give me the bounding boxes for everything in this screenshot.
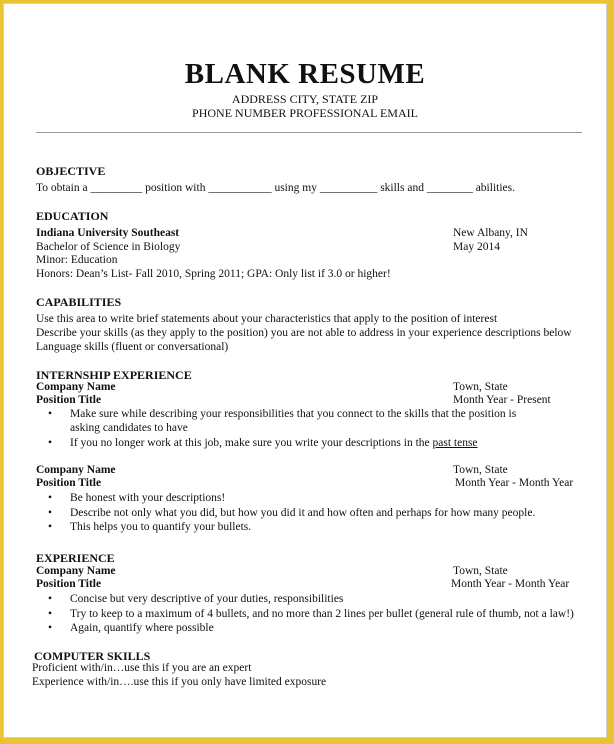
- capabilities-line: Use this area to write brief statements about your characteristics that apply to the position of interest: [36, 313, 498, 325]
- bullet-text: Be honest with your descriptions!: [70, 492, 226, 504]
- computer-skills-line: Experience with/in….use this if you only have limited exposure: [32, 676, 327, 688]
- bullet-text: Again, quantify where possible: [70, 622, 214, 634]
- capabilities-heading: CAPABILITIES: [36, 295, 122, 309]
- education-heading: EDUCATION: [36, 209, 109, 223]
- experience-company: Company Name: [36, 565, 116, 577]
- experience-position: Position Title: [36, 578, 102, 590]
- contact-line: PHONE NUMBER PROFESSIONAL EMAIL: [192, 106, 418, 120]
- experience-dates: Month Year - Month Year: [451, 578, 570, 590]
- experience-heading: EXPERIENCE: [36, 551, 115, 565]
- bullet-icon: •: [48, 437, 53, 449]
- internship-position: Position Title: [36, 477, 102, 489]
- education-degree: Bachelor of Science in Biology: [36, 241, 181, 253]
- resume-title: BLANK RESUME: [184, 58, 426, 90]
- bullet-text: This helps you to quantify your bullets.: [70, 521, 252, 533]
- bullet-icon: •: [48, 521, 53, 533]
- capabilities-line: Language skills (fluent or conversational): [36, 341, 229, 353]
- bullet-text: Describe not only what you did, but how you did it and how often and perhaps for how many people.: [70, 507, 536, 519]
- computer-skills-line: Proficient with/in…use this if you are an expert: [32, 662, 252, 674]
- internship-position: Position Title: [36, 394, 102, 406]
- bullet-icon: •: [48, 492, 53, 504]
- header-divider: [36, 132, 582, 133]
- bullet-icon: •: [48, 622, 53, 634]
- internship-location: Town, State: [453, 381, 508, 393]
- bullet-text: Try to keep to a maximum of 4 bullets, and no more than 2 lines per bullet (general rule of thumb, not a law!): [70, 608, 574, 620]
- internship-heading: INTERNSHIP EXPERIENCE: [36, 368, 192, 382]
- bullet-text: If you no longer work at this job, make sure you write your descriptions in the: [70, 437, 433, 449]
- education-minor: Minor: Education: [36, 254, 118, 266]
- education-date: May 2014: [453, 241, 500, 253]
- page-frame: [3, 3, 607, 738]
- bullet-text: Concise but very descriptive of your duties, responsibilities: [70, 593, 344, 605]
- experience-location: Town, State: [453, 565, 508, 577]
- bullet-icon: •: [48, 408, 53, 420]
- objective-text: To obtain a _________ position with ___________ using my __________ skills and ________ abilities.: [36, 182, 515, 194]
- internship-company: Company Name: [36, 381, 116, 393]
- internship-dates: Month Year - Present: [453, 394, 551, 406]
- education-location: New Albany, IN: [453, 227, 528, 239]
- past-tense-link: past tense: [432, 437, 478, 449]
- capabilities-line: Describe your skills (as they apply to the position) you are not able to address in your experience descriptions below: [36, 327, 572, 339]
- bullet-text: Make sure while describing your responsibilities that you connect to the skills that the position is: [70, 408, 517, 420]
- internship-company: Company Name: [36, 464, 116, 476]
- internship-location: Town, State: [453, 464, 508, 476]
- computer-skills-heading: COMPUTER SKILLS: [34, 649, 151, 663]
- internship-dates: Month Year - Month Year: [455, 477, 574, 489]
- objective-heading: OBJECTIVE: [36, 164, 106, 178]
- address-line: ADDRESS CITY, STATE ZIP: [231, 92, 379, 106]
- resume-document: [4, 4, 606, 737]
- bullet-text: asking candidates to have: [70, 422, 188, 434]
- bullet-icon: •: [48, 608, 53, 620]
- education-honors: Honors: Dean’s List- Fall 2010, Spring 2011; GPA: Only list if 3.0 or higher!: [36, 268, 391, 280]
- education-school: Indiana University Southeast: [36, 227, 180, 239]
- bullet-icon: •: [48, 507, 53, 519]
- bullet-icon: •: [48, 593, 53, 605]
